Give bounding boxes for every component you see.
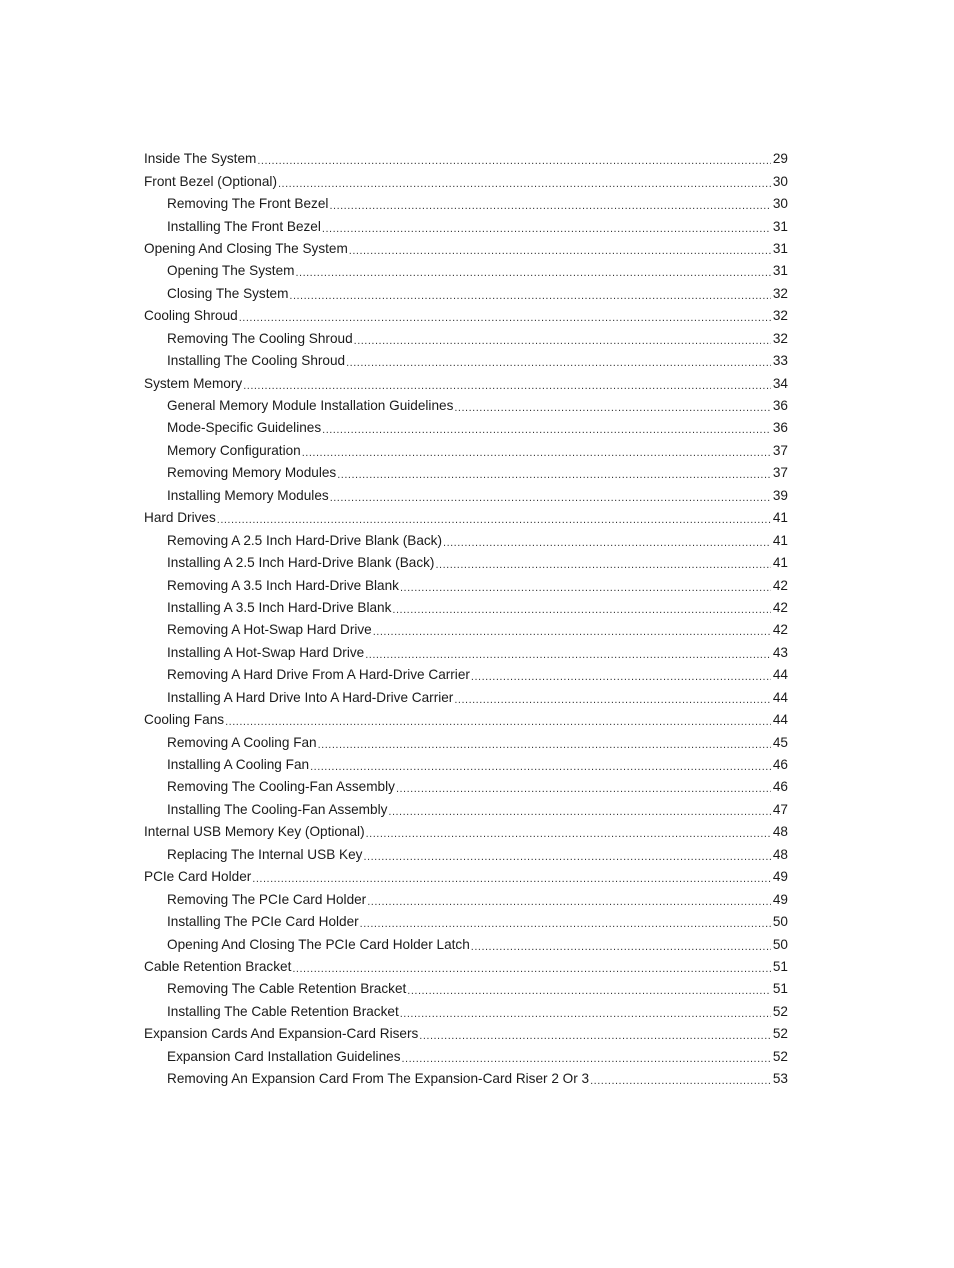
toc-entry[interactable] <box>144 170 788 192</box>
toc-page-number[interactable]: 32 <box>772 308 788 324</box>
toc-dot-leader <box>295 265 770 281</box>
toc-page-number[interactable]: 31 <box>772 240 788 256</box>
toc-entry-title[interactable]: Removing A Hot-Swap Hard Drive <box>167 622 372 638</box>
toc-dot-leader <box>346 355 771 371</box>
toc-dot-leader <box>217 512 771 528</box>
toc-entry[interactable] <box>144 821 788 843</box>
toc-page-number[interactable]: 32 <box>772 330 788 346</box>
toc-entry-title[interactable]: Removing A Hard Drive From A Hard-Drive Carrier <box>167 667 470 683</box>
toc-dot-leader <box>360 916 771 932</box>
toc-entry-title[interactable]: Installing The Front Bezel <box>167 218 321 234</box>
toc-subentry[interactable] <box>144 529 788 551</box>
toc-page-number[interactable]: 37 <box>772 442 788 458</box>
toc-dot-leader <box>373 624 771 640</box>
toc-entry-title[interactable]: Cooling Fans <box>144 712 225 728</box>
toc-page-number[interactable]: 41 <box>772 532 788 548</box>
toc-subentry[interactable] <box>144 731 788 753</box>
toc-subentry[interactable] <box>144 754 788 776</box>
toc-entry[interactable] <box>144 148 788 170</box>
toc-entry[interactable] <box>144 1023 788 1045</box>
toc-dot-leader <box>354 333 771 349</box>
toc-dot-leader <box>330 490 771 506</box>
toc-subentry[interactable] <box>144 417 788 439</box>
toc-dot-leader <box>322 422 771 438</box>
toc-page-number[interactable]: 52 <box>772 1048 788 1064</box>
toc-subentry[interactable] <box>144 1001 788 1023</box>
toc-page-number[interactable]: 41 <box>772 555 788 571</box>
toc-subentry[interactable] <box>144 664 788 686</box>
toc-page-number[interactable]: 44 <box>772 712 788 728</box>
toc-entry-title[interactable]: Installing A Hard Drive Into A Hard-Drive Carrier <box>167 689 454 705</box>
toc-dot-leader <box>396 781 771 797</box>
toc-subentry[interactable] <box>144 1046 788 1068</box>
toc-entry-title[interactable]: Cable Retention Bracket <box>144 958 292 974</box>
toc-subentry[interactable] <box>144 776 788 798</box>
toc-dot-leader <box>363 849 770 865</box>
toc-subentry[interactable] <box>144 260 788 282</box>
toc-subentry[interactable] <box>144 462 788 484</box>
toc-page-number[interactable]: 49 <box>772 869 788 885</box>
toc-dot-leader <box>322 221 771 237</box>
toc-subentry[interactable] <box>144 933 788 955</box>
toc-subentry[interactable] <box>144 193 788 215</box>
toc-page-number[interactable]: 52 <box>772 1003 788 1019</box>
toc-subentry[interactable] <box>144 597 788 619</box>
toc-page-number[interactable]: 30 <box>772 173 788 189</box>
toc-dot-leader <box>349 243 771 259</box>
toc-entry-title[interactable]: PCIe Card Holder <box>144 869 252 885</box>
toc-dot-leader <box>400 1006 771 1022</box>
toc-dot-leader <box>365 647 771 663</box>
toc-dot-leader <box>392 602 770 618</box>
toc-entry-title[interactable]: Mode-Specific Guidelines <box>167 420 322 436</box>
toc-entry-title[interactable]: Opening And Closing The System <box>144 240 348 256</box>
toc-entry-title[interactable]: Removing Memory Modules <box>167 465 337 481</box>
toc-subentry[interactable] <box>144 395 788 417</box>
toc-page-number[interactable]: 34 <box>772 375 788 391</box>
toc-page-number[interactable]: 47 <box>772 801 788 817</box>
toc-page-number[interactable]: 33 <box>772 353 788 369</box>
toc-subentry[interactable] <box>144 799 788 821</box>
toc-subentry[interactable] <box>144 215 788 237</box>
toc-page-number[interactable]: 48 <box>772 846 788 862</box>
toc-dot-leader <box>435 557 770 573</box>
toc-entry-title[interactable]: Closing The System <box>167 285 289 301</box>
toc-subentry[interactable] <box>144 552 788 574</box>
toc-entry-title[interactable]: Removing The Cable Retention Bracket <box>167 981 407 997</box>
toc-page-number[interactable]: 32 <box>772 285 788 301</box>
toc-entry[interactable] <box>144 956 788 978</box>
toc-subentry[interactable] <box>144 485 788 507</box>
toc-dot-leader <box>443 535 771 551</box>
toc-dot-leader <box>471 939 771 955</box>
toc-entry-title[interactable]: Removing The Cooling Shroud <box>167 330 353 346</box>
toc-entry-title[interactable]: Installing A Hot-Swap Hard Drive <box>167 644 365 660</box>
toc-page-number[interactable]: 31 <box>772 218 788 234</box>
toc-entry-title[interactable]: Hard Drives <box>144 510 216 526</box>
toc-subentry[interactable] <box>144 978 788 1000</box>
toc-page-number[interactable]: 36 <box>772 420 788 436</box>
toc-entry-title[interactable]: Expansion Card Installation Guidelines <box>167 1048 401 1064</box>
toc-subentry[interactable] <box>144 844 788 866</box>
toc-subentry[interactable] <box>144 1068 788 1090</box>
toc-entry-title[interactable]: Installing Memory Modules <box>167 487 329 503</box>
toc-entry-title[interactable]: Opening And Closing The PCIe Card Holder Latch <box>167 936 470 952</box>
toc-entry-title[interactable]: Expansion Cards And Expansion-Card Risers <box>144 1026 419 1042</box>
toc-dot-leader <box>278 176 771 192</box>
toc-dot-leader <box>239 310 771 326</box>
toc-entry-title[interactable]: Removing The PCIe Card Holder <box>167 891 367 907</box>
toc-page-number[interactable]: 51 <box>772 958 788 974</box>
toc-dot-leader <box>318 737 771 753</box>
toc-subentry[interactable] <box>144 440 788 462</box>
toc-page-number[interactable]: 41 <box>772 510 788 526</box>
toc-dot-leader <box>225 714 771 730</box>
toc-entry-title[interactable]: Removing A 2.5 Inch Hard-Drive Blank (Back) <box>167 532 443 548</box>
toc-entry-title[interactable]: System Memory <box>144 375 243 391</box>
toc-entry[interactable] <box>144 507 788 529</box>
toc-entry[interactable] <box>144 372 788 394</box>
toc-dot-leader <box>400 580 771 596</box>
toc-entry-title[interactable]: Removing A 3.5 Inch Hard-Drive Blank <box>167 577 399 593</box>
toc-dot-leader <box>367 894 771 910</box>
toc-page-number[interactable]: 51 <box>772 981 788 997</box>
toc-page-number[interactable]: 37 <box>772 465 788 481</box>
toc-dot-leader <box>419 1028 771 1044</box>
toc-page-number[interactable]: 43 <box>772 644 788 660</box>
toc-entry-title[interactable]: Inside The System <box>144 151 257 167</box>
toc-page-number[interactable]: 31 <box>772 263 788 279</box>
toc-dot-leader <box>471 669 771 685</box>
toc-page-number[interactable]: 48 <box>772 824 788 840</box>
toc-dot-leader <box>289 288 770 304</box>
toc-page-number[interactable]: 45 <box>772 734 788 750</box>
toc-entry-title[interactable]: Installing A Cooling Fan <box>167 757 310 773</box>
table-of-contents <box>144 148 788 1090</box>
toc-dot-leader <box>402 1051 771 1067</box>
toc-page-number[interactable]: 29 <box>772 151 788 167</box>
toc-dot-leader <box>252 871 771 887</box>
toc-entry[interactable] <box>144 709 788 731</box>
toc-subentry[interactable] <box>144 350 788 372</box>
toc-subentry[interactable] <box>144 328 788 350</box>
toc-dot-leader <box>337 467 771 483</box>
toc-page-number[interactable]: 46 <box>772 779 788 795</box>
toc-entry-title[interactable]: General Memory Module Installation Guidelines <box>167 398 454 414</box>
toc-entry[interactable] <box>144 866 788 888</box>
toc-entry-title[interactable]: Installing The Cooling Shroud <box>167 353 346 369</box>
toc-entry-title[interactable]: Installing The Cooling-Fan Assembly <box>167 801 388 817</box>
toc-entry-title[interactable]: Replacing The Internal USB Key <box>167 846 363 862</box>
toc-dot-leader <box>257 153 771 169</box>
toc-entry-title[interactable]: Removing A Cooling Fan <box>167 734 317 750</box>
toc-page-number[interactable]: 46 <box>772 757 788 773</box>
toc-dot-leader <box>407 983 771 999</box>
toc-page-number[interactable]: 50 <box>772 936 788 952</box>
toc-page-number[interactable]: 39 <box>772 487 788 503</box>
toc-entry-title[interactable]: Installing A 3.5 Inch Hard-Drive Blank <box>167 599 392 615</box>
toc-entry[interactable] <box>144 238 788 260</box>
toc-page-number[interactable]: 42 <box>772 599 788 615</box>
toc-page-number[interactable]: 52 <box>772 1026 788 1042</box>
toc-subentry[interactable] <box>144 574 788 596</box>
toc-dot-leader <box>454 692 771 708</box>
toc-page-number[interactable]: 49 <box>772 891 788 907</box>
toc-dot-leader <box>292 961 771 977</box>
toc-page-number[interactable]: 44 <box>772 689 788 705</box>
toc-page-number[interactable]: 30 <box>772 196 788 212</box>
toc-page-number[interactable]: 36 <box>772 398 788 414</box>
toc-entry-title[interactable]: Cooling Shroud <box>144 308 238 324</box>
toc-dot-leader <box>243 378 771 394</box>
toc-entry-title[interactable]: Removing The Cooling-Fan Assembly <box>167 779 395 795</box>
toc-entry-title[interactable]: Removing An Expansion Card From The Expansion-Card Riser 2 Or 3 <box>167 1071 590 1087</box>
toc-entry-title[interactable]: Installing A 2.5 Inch Hard-Drive Blank (Back) <box>167 555 435 571</box>
toc-subentry[interactable] <box>144 642 788 664</box>
toc-dot-leader <box>366 826 771 842</box>
toc-entry-title[interactable]: Removing The Front Bezel <box>167 196 329 212</box>
toc-subentry[interactable] <box>144 888 788 910</box>
toc-dot-leader <box>388 804 770 820</box>
toc-dot-leader <box>302 445 771 461</box>
toc-entry-title[interactable]: Opening The System <box>167 263 295 279</box>
toc-subentry[interactable] <box>144 619 788 641</box>
toc-page-number[interactable]: 44 <box>772 667 788 683</box>
toc-entry-title[interactable]: Front Bezel (Optional) <box>144 173 277 189</box>
toc-subentry[interactable] <box>144 283 788 305</box>
toc-dot-leader <box>329 198 770 214</box>
toc-page-number[interactable]: 42 <box>772 577 788 593</box>
toc-dot-leader <box>590 1073 771 1089</box>
toc-entry-title[interactable]: Installing The PCIe Card Holder <box>167 914 359 930</box>
toc-subentry[interactable] <box>144 911 788 933</box>
toc-entry[interactable] <box>144 305 788 327</box>
toc-page-number[interactable]: 50 <box>772 914 788 930</box>
toc-dot-leader <box>310 759 771 775</box>
toc-dot-leader <box>454 400 771 416</box>
toc-subentry[interactable] <box>144 687 788 709</box>
toc-page-number[interactable]: 53 <box>772 1071 788 1087</box>
toc-entry-title[interactable]: Installing The Cable Retention Bracket <box>167 1003 399 1019</box>
toc-entry-title[interactable]: Memory Configuration <box>167 442 301 458</box>
toc-page-number[interactable]: 42 <box>772 622 788 638</box>
toc-entry-title[interactable]: Internal USB Memory Key (Optional) <box>144 824 365 840</box>
